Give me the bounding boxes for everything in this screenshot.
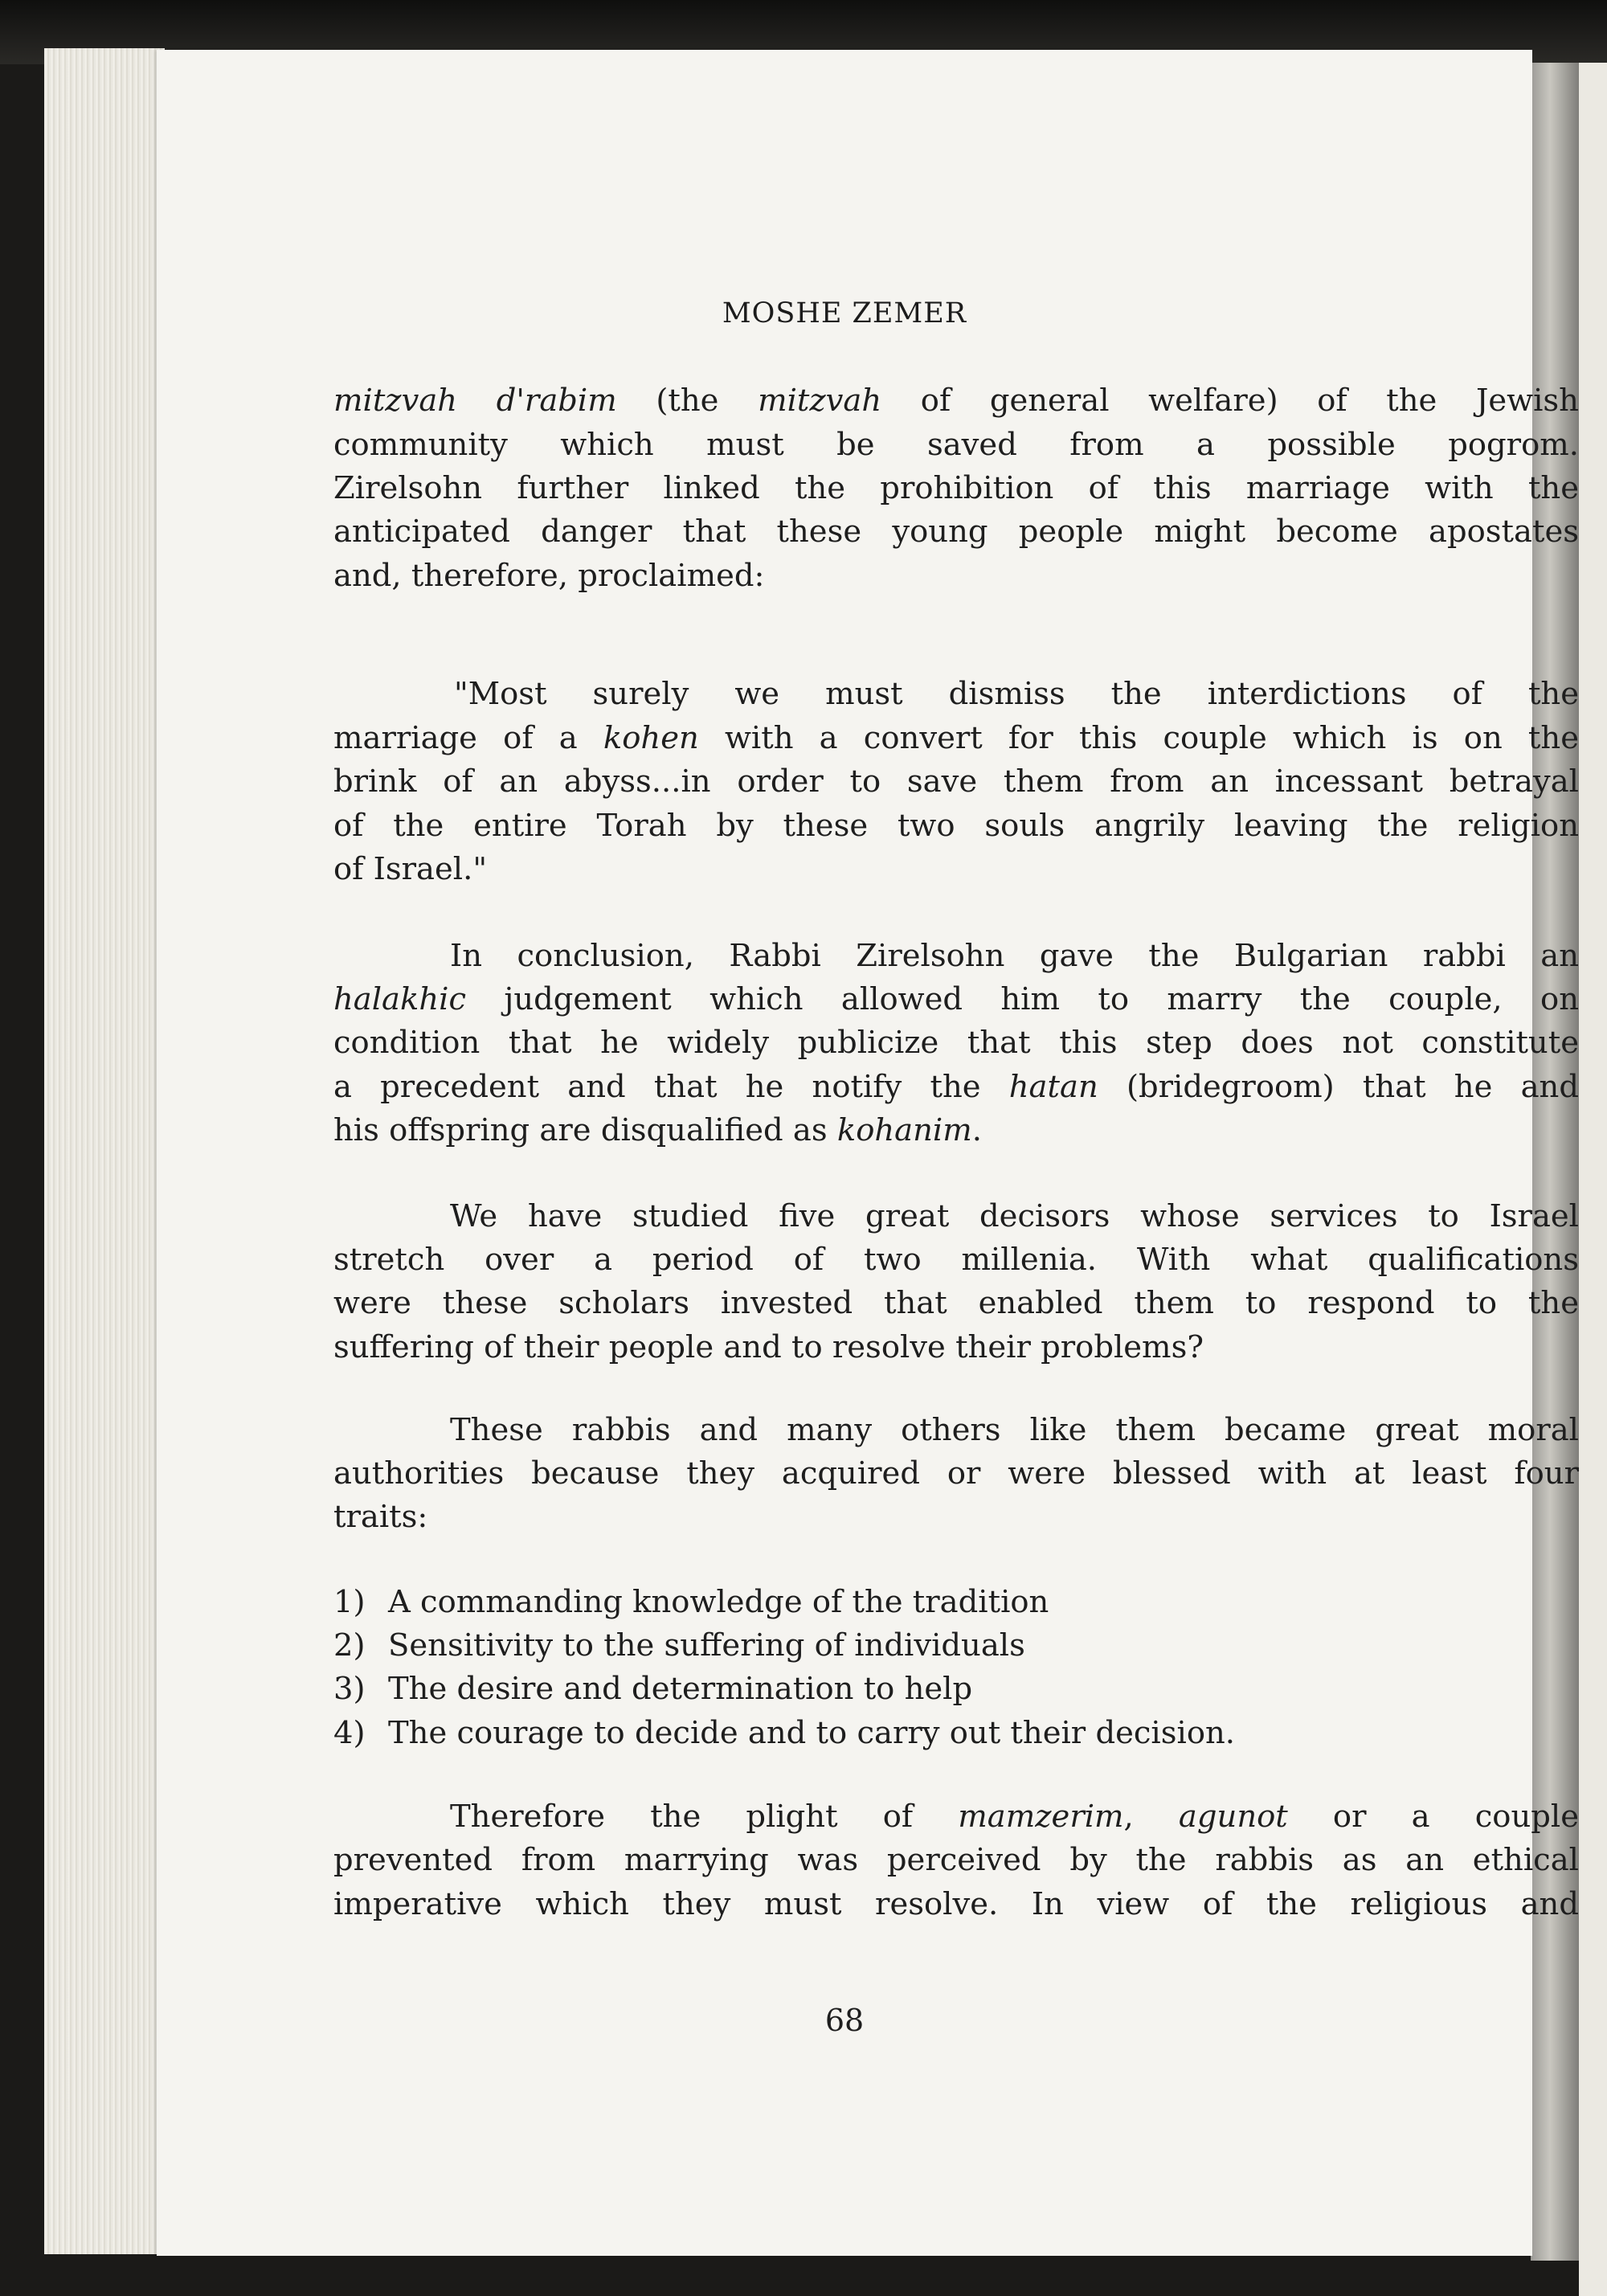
p5-line: [333, 1839, 1579, 1882]
page-number: 68: [824, 2003, 865, 2038]
text-run: of Israel.": [333, 851, 488, 887]
quote-line: [333, 717, 1579, 760]
text-run: with a convert for this couple which is on the: [698, 720, 1579, 756]
p3-line: [333, 1282, 1579, 1325]
italic-term: kohanim: [836, 1112, 972, 1148]
text-run: or a couple: [1287, 1799, 1579, 1835]
p4-line: [333, 1452, 1579, 1496]
text-run: anticipated danger that these young people might become apostates: [333, 514, 1579, 550]
text-run: authorities because they acquired or were blessed with at least four: [333, 1455, 1579, 1492]
list-item: [333, 1668, 1579, 1711]
p5-line: [333, 1795, 1579, 1839]
quote-line: [333, 804, 1579, 848]
list-item: [333, 1712, 1579, 1755]
italic-term: halakhic: [333, 981, 467, 1017]
text-run: Zirelsohn further linked the prohibition of this marriage with the: [333, 470, 1579, 506]
quote-line: [333, 848, 1579, 891]
list-number: 1): [333, 1584, 366, 1620]
text-run: and, therefore, proclaimed:: [333, 558, 765, 594]
p3-line: [333, 1238, 1579, 1282]
list-number: 4): [333, 1715, 366, 1751]
text-run: In conclusion, Rabbi Zirelsohn gave the Bulgarian rabbi an: [450, 938, 1579, 974]
text-run: imperative which they must resolve. In view of the religious and: [333, 1886, 1579, 1922]
italic-term: mamzerim: [958, 1799, 1124, 1835]
text-run: "Most surely we must dismiss the interdictions of the: [454, 676, 1579, 712]
text-run: condition that he widely publicize that this step does not constitute: [333, 1025, 1579, 1061]
text-run: These rabbis and many others like them became great moral: [450, 1412, 1579, 1448]
text-run: judgement which allowed him to marry the couple, on: [466, 981, 1579, 1017]
text-run: brink of an abyss...in order to save them from an incessant betrayal: [333, 763, 1579, 800]
list-number: 2): [333, 1627, 366, 1664]
text-run: of the entire Torah by these two souls angrily leaving the religion: [333, 808, 1579, 844]
quote-line: [333, 760, 1579, 804]
text-run: traits:: [333, 1499, 428, 1535]
quote-line: [333, 673, 1579, 716]
p1-line: [333, 424, 1579, 467]
p1-line: [333, 467, 1579, 510]
italic-term: mitzvah: [758, 383, 882, 419]
p1-line: [333, 510, 1579, 554]
text-run: his offspring are disqualified as: [333, 1112, 837, 1148]
list-item: [333, 1581, 1579, 1624]
text-run: marriage of a: [333, 720, 603, 756]
text-run: .: [971, 1112, 982, 1148]
text-run: We have studied five great decisors whose services to Israel: [450, 1198, 1579, 1234]
list-text: A commanding knowledge of the tradition: [388, 1584, 1049, 1620]
p2-line: [333, 978, 1579, 1021]
text-run: suffering of their people and to resolve their problems?: [333, 1329, 1204, 1365]
list-number: 3): [333, 1671, 366, 1707]
italic-term: kohen: [603, 720, 699, 756]
p2-line: [333, 935, 1579, 978]
p2-line: [333, 1066, 1579, 1109]
p3-line: [333, 1195, 1579, 1238]
text-run: (bridegroom) that he and: [1098, 1069, 1579, 1105]
p1-line: [333, 555, 1579, 598]
list-item: [333, 1624, 1579, 1668]
p2-line: [333, 1021, 1579, 1065]
text-run: prevented from marrying was perceived by the rabbis as an ethical: [333, 1842, 1579, 1878]
text-run: ,: [1123, 1799, 1179, 1835]
text-run: Therefore the plight of: [450, 1799, 959, 1835]
p2-line: [333, 1109, 1579, 1152]
text-run: community which must be saved from a possible pogrom.: [333, 427, 1579, 463]
text-run: a precedent and that he notify the: [333, 1069, 1009, 1105]
page-edges-left: [44, 48, 165, 2254]
italic-term: mitzvah d'rabim: [333, 383, 617, 419]
book-page: [157, 50, 1579, 2256]
p3-line: [333, 1326, 1579, 1369]
p1-line: [333, 379, 1579, 423]
italic-term: hatan: [1008, 1069, 1098, 1105]
list-text: Sensitivity to the suffering of individuals: [388, 1627, 1025, 1664]
list-text: The courage to decide and to carry out their decision.: [388, 1715, 1236, 1751]
p5-line: [333, 1883, 1579, 1926]
text-run: (the: [616, 383, 759, 419]
text-run: stretch over a period of two millenia. With what qualifications: [333, 1242, 1579, 1278]
running-header: MOSHE ZEMER: [722, 297, 967, 329]
facing-page-edge: [1579, 63, 1607, 2296]
text-run: of general welfare) of the Jewish: [881, 383, 1579, 419]
list-text: The desire and determination to help: [388, 1671, 973, 1707]
italic-term: agunot: [1178, 1799, 1288, 1835]
p4-line: [333, 1496, 1579, 1539]
text-run: were these scholars invested that enabled them to respond to the: [333, 1285, 1579, 1321]
p4-line: [333, 1409, 1579, 1452]
